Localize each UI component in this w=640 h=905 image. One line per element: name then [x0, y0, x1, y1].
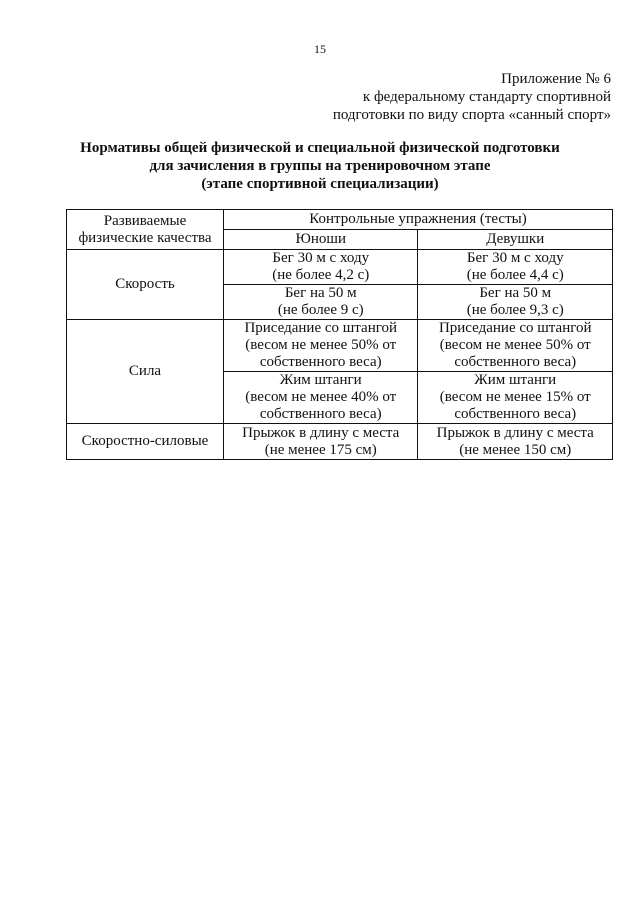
test-norm: (не более 4,2 с) [272, 267, 370, 283]
test-norm: собственного веса) [454, 406, 577, 422]
quality-cell: Сила [67, 320, 224, 424]
appendix-line-3: подготовки по виду спорта «санный спорт» [332, 107, 611, 123]
table-row [67, 250, 613, 285]
test-norm: (весом не менее 50% от [439, 337, 591, 353]
test-norm: (не менее 175 см) [264, 441, 377, 458]
girls-test-cell [418, 285, 613, 320]
test-norm: (весом не менее 15% от [439, 389, 591, 405]
girls-test-cell [418, 372, 613, 424]
test-name: Жим штанги [279, 372, 362, 388]
header-boys: Юноши [224, 230, 418, 250]
test-norm: (весом не менее 40% от [245, 389, 397, 405]
table-header-row [67, 210, 613, 230]
norms-table [66, 209, 613, 460]
quality-cell: Скоростно-силовые [67, 424, 224, 460]
appendix-line-2: к федеральному стандарту спортивной [362, 89, 611, 105]
header-qualities [67, 210, 224, 250]
test-name: Прыжок в длину с места [436, 424, 594, 441]
test-name: Приседание со штангой [244, 320, 398, 336]
girls-test-cell [418, 250, 613, 285]
test-name: Приседание со штангой [438, 320, 592, 336]
boys-test-cell [224, 372, 418, 424]
title-line-1: Нормативы общей физической и специальной физической подготовки [80, 140, 560, 156]
boys-test-cell [224, 250, 418, 285]
test-norm: собственного веса) [259, 354, 382, 370]
test-norm: собственного веса) [454, 354, 577, 370]
test-norm: (не менее 150 см) [459, 441, 572, 458]
test-norm: (не более 9,3 с) [466, 302, 564, 318]
quality-cell: Скорость [67, 250, 224, 320]
table-row [67, 320, 613, 372]
header-girls: Девушки [418, 230, 613, 250]
girls-test-cell [418, 320, 613, 372]
test-name: Бег 30 м с ходу [272, 250, 370, 266]
boys-test-cell [224, 424, 418, 460]
table-row [67, 424, 613, 460]
test-norm: собственного веса) [259, 406, 382, 422]
boys-test-cell [224, 320, 418, 372]
test-norm: (весом не менее 50% от [245, 337, 397, 353]
test-name: Бег на 50 м [284, 285, 357, 301]
boys-test-cell [224, 285, 418, 320]
test-name: Прыжок в длину с места [242, 424, 400, 441]
header-qualities-line-1: Развиваемые [103, 212, 187, 229]
document-title [0, 139, 640, 193]
test-name: Бег на 50 м [479, 285, 552, 301]
header-qualities-line-2: физические качества [78, 229, 212, 246]
appendix-line-1: Приложение № 6 [501, 71, 611, 87]
test-norm: (не более 4,4 с) [466, 267, 564, 283]
title-line-3: (этапе спортивной специализации) [201, 176, 439, 192]
appendix-header [333, 70, 611, 124]
header-tests: Контрольные упражнения (тесты) [224, 210, 613, 230]
test-norm: (не более 9 с) [277, 302, 364, 318]
test-name: Бег 30 м с ходу [466, 250, 564, 266]
title-line-2: для зачисления в группы на тренировочном этапе [149, 158, 491, 174]
test-name: Жим штанги [474, 372, 557, 388]
page-number: 15 [314, 42, 326, 56]
girls-test-cell [418, 424, 613, 460]
